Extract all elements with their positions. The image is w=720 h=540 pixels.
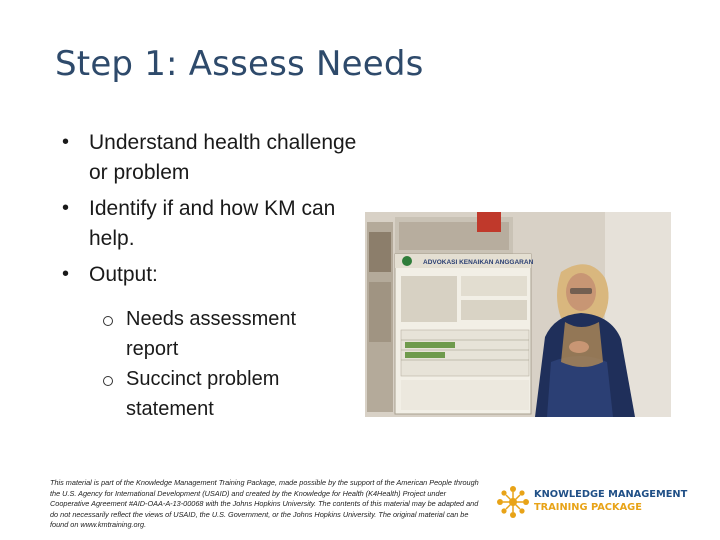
poster-title: ADVOKASI KENAIKAN ANGGARAN — [423, 259, 534, 266]
sub-bullet-item — [103, 364, 333, 424]
bullet-glyph: • — [62, 263, 70, 285]
circle-bullet-icon — [103, 376, 113, 386]
circle-bullet-icon — [103, 316, 113, 326]
bullet-text: Identify if and how KM can help. — [89, 197, 336, 250]
logo-line-2: TRAINING PACKAGE — [534, 502, 642, 513]
bullet-glyph: • — [62, 197, 70, 219]
sub-bullet-text: Needs assessment report — [126, 308, 297, 360]
presenter-photo — [365, 212, 671, 417]
bullet-text: Understand health challenge or problem — [89, 131, 357, 184]
bullet-glyph: • — [62, 131, 70, 153]
km-logo-icon — [496, 482, 530, 522]
footer-disclaimer: This material is part of the Knowledge Management Training Package, made possible by the support of the American People through the U.S. Agency for International Development (USAID) and created by the Knowledge for Health (K4Health) Project under Cooperative Agreement #AID-OAA-A-13-00068 with the Johns Hopkins University. The contents of this material may be adapted and do not necessarily reflect the views of USAID, the U.S. Government, or the Johns Hopkins University. The original material can be found on www.kmtraining.org. — [50, 478, 479, 529]
sub-bullet-list — [103, 304, 333, 424]
bullet-item — [62, 260, 362, 290]
bullet-text: Output: — [89, 263, 158, 286]
logo-line-1: KNOWLEDGE MANAGEMENT — [534, 489, 688, 500]
bullet-item — [62, 194, 362, 254]
bullet-list — [62, 128, 362, 296]
bullet-item — [62, 128, 362, 188]
sub-bullet-item — [103, 304, 333, 364]
km-training-logo — [496, 482, 716, 522]
sub-bullet-text: Succinct problem statement — [126, 368, 280, 420]
slide-title: Step 1: Assess Needs — [55, 44, 424, 84]
